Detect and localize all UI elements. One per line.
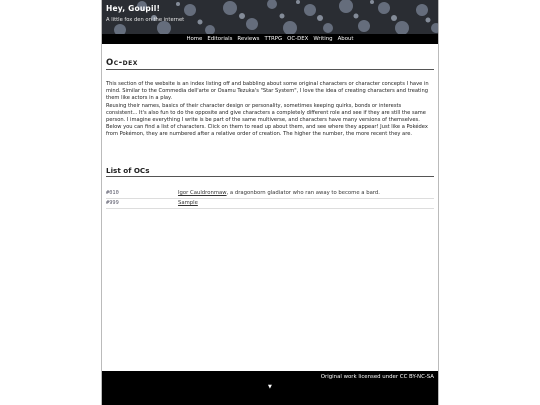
intro-paragraph: Below you can find a list of characters. Click on them to read up about them, and see where they appear! Just like a Pokédex from Pokémon, they are numbered after a relative order of creation. The higher the number, the more recent they are. xyxy=(106,124,428,138)
oc-link[interactable]: Igor Cauldronmaw xyxy=(178,189,227,196)
nav-writing[interactable]: Writing xyxy=(313,36,333,42)
nav-about[interactable]: About xyxy=(337,36,354,42)
intro-paragraph: Reusing their names, basics of their character design or personality, sometimes keeping quirks, bonds or interests consistent... It's also fun to do the opposite and give characters a completely different role and see if they are still the same person. I imagine everything I write is be part of the same multiverse, and characters have many versions of themselves. xyxy=(106,102,426,124)
nav-ttrpg[interactable]: TTRPG xyxy=(264,36,283,42)
page-title: Oc-dex xyxy=(106,58,434,70)
oc-number: #999 xyxy=(106,199,119,206)
nav-reviews[interactable]: Reviews xyxy=(237,36,260,42)
oc-number: #010 xyxy=(106,189,119,196)
nav-editorials[interactable]: Editorials xyxy=(207,36,233,42)
site-subtitle: A little fox den on the internet xyxy=(106,17,185,23)
nav-oc-dex[interactable]: OC-DEX xyxy=(287,36,309,42)
header-banner xyxy=(102,0,438,34)
intro-text xyxy=(106,81,434,139)
oc-row xyxy=(106,199,434,209)
oc-link[interactable]: Sample xyxy=(178,199,198,206)
page-frame xyxy=(101,0,439,405)
footer xyxy=(102,371,438,405)
main-content xyxy=(106,58,434,209)
site-title[interactable]: Hey, Goupil! xyxy=(106,4,161,13)
oc-list xyxy=(106,189,434,209)
list-title: List of OCs xyxy=(106,166,434,177)
intro-paragraph: This section of the website is an index listing off and babbling about some original characters or character concepts I have in mind. Similar to the Commedia dell'arte or Osamu Tezuka's "Star System", I love the idea of creating characters and treating them like actors in a play. xyxy=(106,81,429,102)
oc-description: , a dragonborn gladiator who ran away to become a bard. xyxy=(226,189,380,196)
license-text: Original work licensed under CC BY-NC-SA xyxy=(320,374,434,380)
oc-row xyxy=(106,189,434,199)
scroll-down-icon[interactable]: ▼ xyxy=(268,384,272,390)
nav-home[interactable]: Home xyxy=(186,36,203,42)
nav-bar xyxy=(102,34,438,44)
